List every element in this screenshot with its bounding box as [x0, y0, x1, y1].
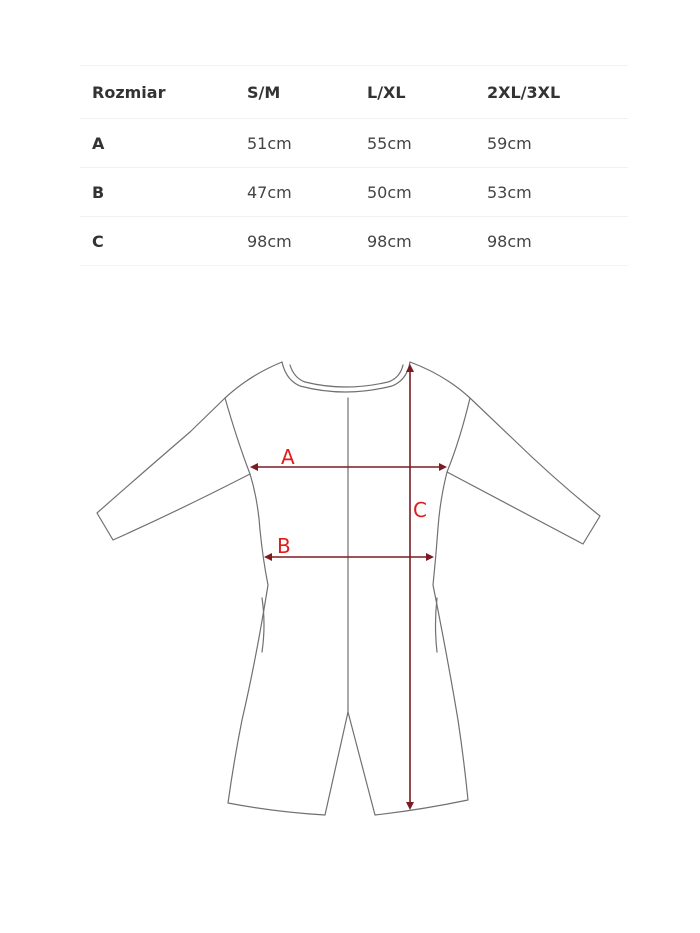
measure-label-a: A	[281, 445, 295, 469]
table-cell: 50cm	[367, 168, 487, 217]
left-armhole-seam	[225, 398, 250, 474]
measure-label-c: C	[413, 498, 427, 522]
table-cell: 59cm	[487, 119, 628, 168]
table-cell: 98cm	[367, 217, 487, 266]
row-label-c: C	[80, 217, 247, 266]
right-sleeve-and-side	[348, 362, 600, 815]
left-pocket-line	[262, 598, 264, 652]
table-cell: 98cm	[487, 217, 628, 266]
measure-c	[406, 364, 427, 810]
table-cell: 55cm	[367, 119, 487, 168]
table-cell: 47cm	[247, 168, 367, 217]
table-cell: 53cm	[487, 168, 628, 217]
right-pocket-line	[436, 598, 438, 652]
measure-b	[264, 534, 434, 561]
table-cell: 51cm	[247, 119, 367, 168]
header-size: Rozmiar	[80, 66, 247, 119]
garment-outline	[97, 362, 600, 815]
right-armhole-seam	[447, 398, 470, 472]
table-cell: 98cm	[247, 217, 367, 266]
header-s-m: S/M	[247, 66, 367, 119]
header-l-xl: L/XL	[367, 66, 487, 119]
row-label-a: A	[80, 119, 247, 168]
header-2xl-3xl: 2XL/3XL	[487, 66, 628, 119]
left-sleeve-and-side	[97, 362, 348, 815]
row-label-b: B	[80, 168, 247, 217]
neckline-inner	[290, 365, 403, 387]
measure-label-b: B	[277, 534, 291, 558]
